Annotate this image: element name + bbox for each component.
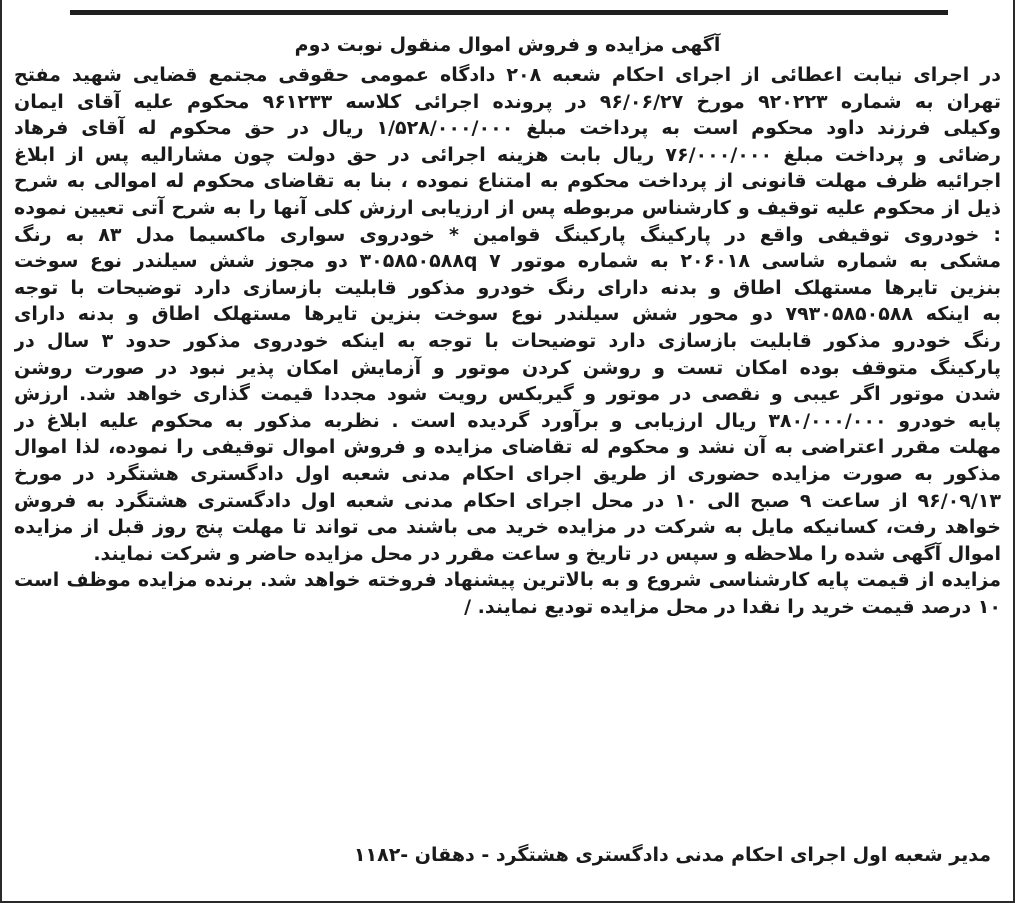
body-line: : خودروی توقیفی واقع در پارکینگ پارکینگ قوامین * خودروی سواری ماکسیما مدل ۸۳ به رنگ (14, 223, 1001, 246)
notice-body (14, 62, 1001, 620)
notice-signature: مدیر شعبه اول اجرای احکام مدنی دادگستری هشتگرد - دهقان -۱۱۸۲ (353, 844, 991, 866)
body-line: ذیل از محکوم علیه توقیف و کارشناس مربوطه پس از ارزیابی ارزش کلی آنها را به شرح آتی تعیین نموده (14, 196, 1001, 219)
body-line: اجرائیه ظرف مهلت قانونی از پرداخت محکوم به امتناع نموده ، بنا به تقاضای محکوم له اموالی به شرح (14, 170, 1001, 193)
body-line: به اینکه ۷۹۳۰۵۸۵۰۵۸۸ دو محور شش سیلندر نوع سوخت بنزین تایرها مستهلک اطاق و بدنه دارای (14, 303, 1001, 326)
body-line: مزایده از قیمت پایه کارشناسی شروع و به بالاترین پیشنهاد فروخته خواهد شد. برنده مزایده موظف است (14, 569, 1001, 592)
body-line: ۱۰ درصد قیمت خرید را نقدا در محل مزایده تودیع نمایند. / (464, 595, 1001, 618)
body-line: مهلت مقرر اعتراضی به آن نشد و محکوم له تقاضای مزایده و فروش اموال توقیفی را نموده، لذا اموال (14, 436, 1001, 459)
body-line: پایه خودرو ۳۸۰/۰۰۰/۰۰۰ ریال ارزیابی و برآورد گردیده است . نظربه مذکور به محکوم علیه ابلاغ در (14, 409, 1001, 432)
body-line: پارکینگ متوقف بوده امکان تست و روشن کردن موتور و آزمایش امکان پذیر نبود در صورت روشن (14, 356, 1001, 379)
body-line: مشکی به شماره شاسی ۲۰۶۰۱۸ به شماره موتور ۳۰۵۸۵۰۵۸۸q ۷ دو مجوز شش سیلندر نوع سوخت (14, 250, 1001, 273)
body-line: مذکور به صورت مزایده حضوری از طریق اجرای احکام مدنی شعبه اول دادگستری هشتگرد در مورخ (14, 462, 1001, 485)
body-line: خواهد رفت، کسانیکه مایل به شرکت در مزایده خرید می باشند می تواند تا مهلت پنج روز قبل از مزایده (14, 516, 1001, 539)
body-line: در اجرای نیابت اعطائی از اجرای احکام شعبه ۲۰۸ دادگاه عمومی حقوقی مجتمع قضایی شهید مفتح (14, 64, 1001, 86)
top-divider (70, 10, 948, 15)
notice-title: آگهی مزایده و فروش اموال منقول نوبت دوم (294, 34, 721, 56)
body-line: تهران به شماره ۹۲۰۲۲۳ مورخ ۹۶/۰۶/۲۷ در پرونده اجرائی کلاسه ۹۶۱۲۳۳ محکوم علیه آقای ایمان (14, 90, 1001, 113)
body-line: اموال آگهی شده را ملاحظه و سپس در تاریخ و ساعت مقرر در محل مزایده حاضر و شرکت نمایند. (93, 542, 1001, 565)
body-line: رضائی و پرداخت مبلغ ۷۶/۰۰۰/۰۰۰ ریال بابت هزینه اجرائی در حق دولت چون مشارالیه پس از ابلاغ (14, 143, 1001, 166)
body-line: وکیلی فرزند داود محکوم است به پرداخت مبلغ ۱/۵۲۸/۰۰۰/۰۰۰ ریال در حق محکوم له آقای فرهاد (14, 117, 1001, 140)
body-line: بنزین تایرها مستهلک اطاق و بدنه دارای رنگ خودرو مذکور قابلیت بازسازی دارد توضیحات با توجه (14, 276, 1001, 299)
body-line: ۹۶/۰۹/۱۳ از ساعت ۹ صبح الی ۱۰ در محل اجرای احکام مدنی شعبه اول دادگستری هشتگرد به فروش (14, 489, 1001, 512)
body-line: رنگ خودرو مذکور قابلیت بازسازی دارد توضیحات با توجه به اینکه خودروی مذکور حدود ۳ سال در (14, 329, 1001, 352)
body-line: شدن موتور اگر عیبی و نقصی در موتور و گیربکس رویت شود مجددا قیمت گذاری خواهد شد. ارزش (14, 383, 1001, 406)
